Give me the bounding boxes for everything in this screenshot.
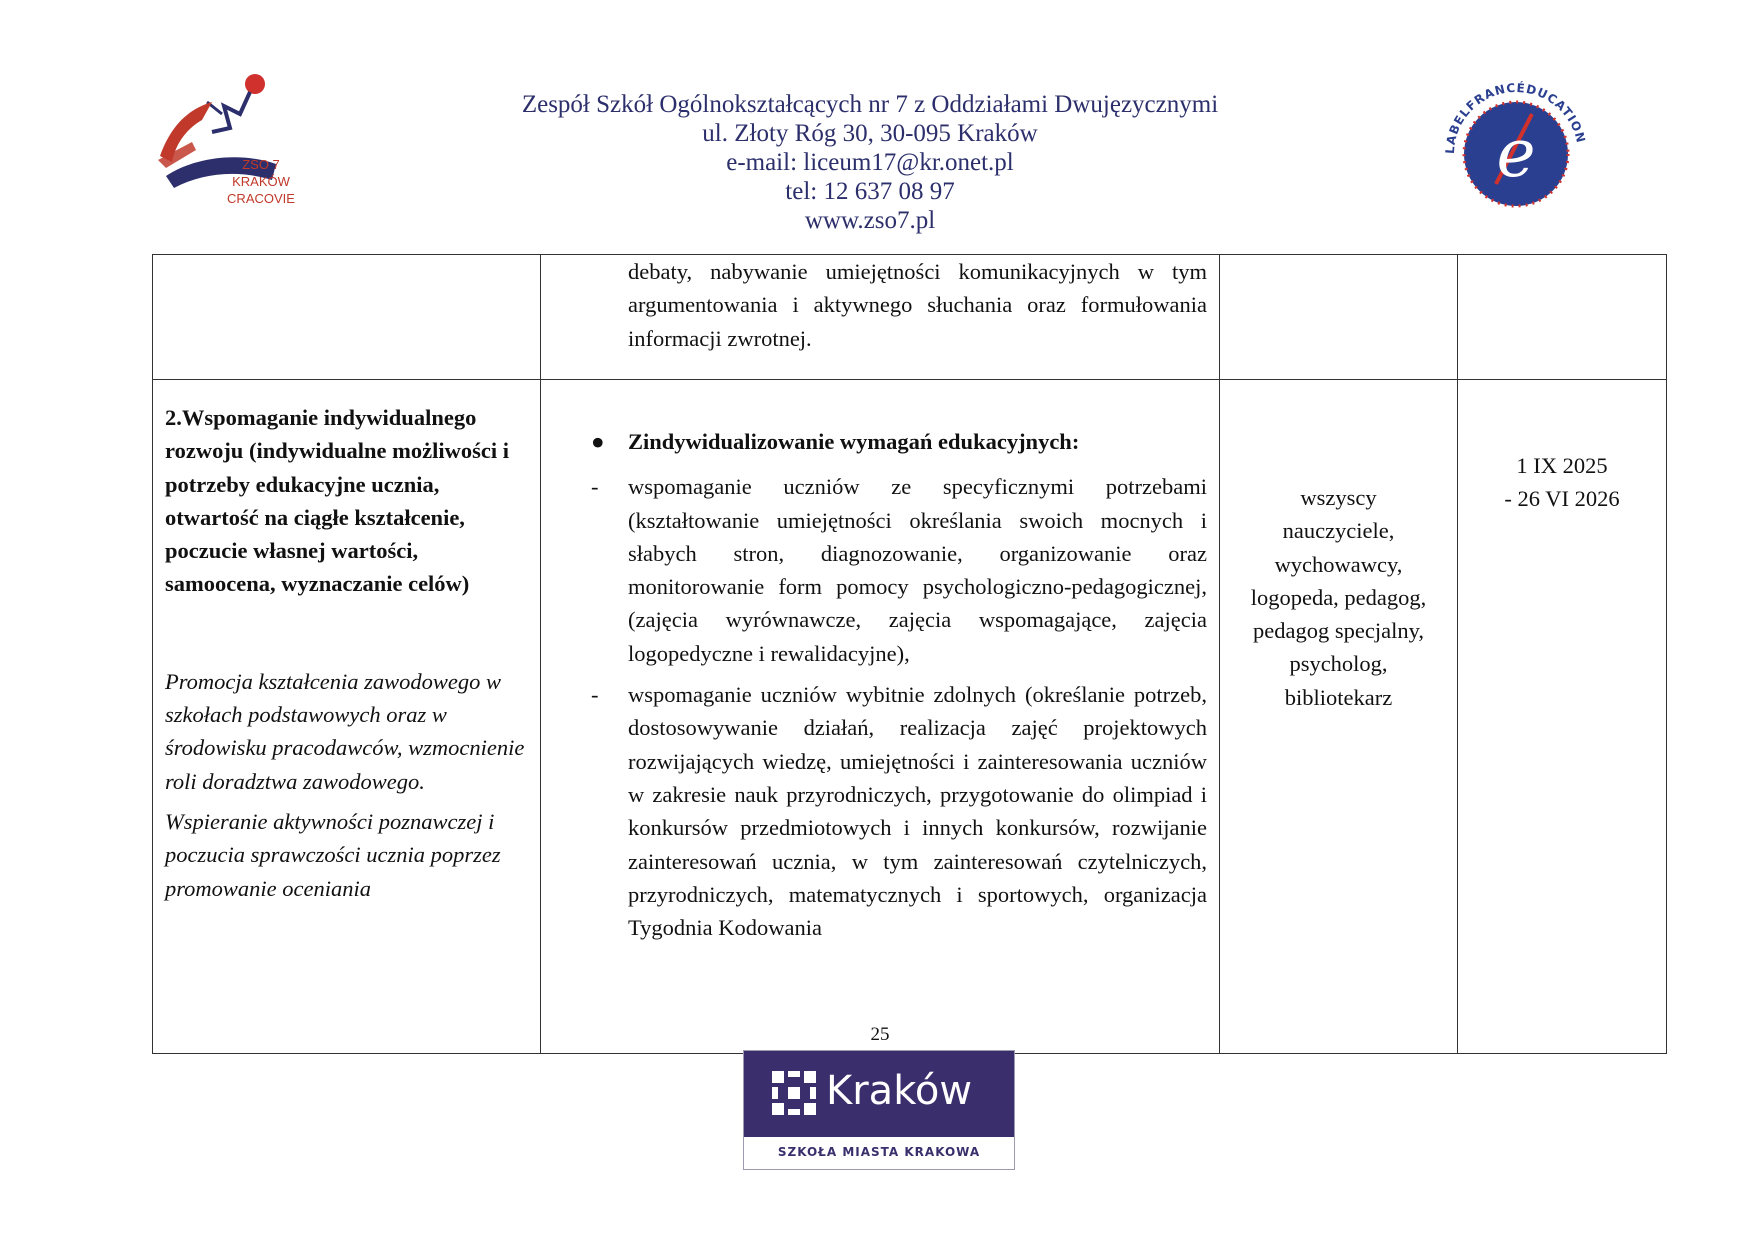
responsible-line: wychowawcy, bbox=[1274, 551, 1403, 577]
school-name: Zespół Szkół Ogólnokształcących nr 7 z Oddziałami Dwujęzycznymi bbox=[521, 91, 1219, 118]
svg-text:e: e bbox=[1496, 115, 1536, 192]
task-note-vocational: Promocja kształcenia zawodowego w szkołach podstawowych oraz w środowisku pracodawców, wzmocnienie roli doradztwa zawodowego. bbox=[165, 668, 525, 794]
deadline-start: 1 IX 2025 bbox=[1516, 453, 1608, 478]
labelfranceducation-seal-icon bbox=[1436, 74, 1596, 234]
school-address bbox=[480, 90, 1260, 235]
table-row bbox=[153, 380, 1667, 1054]
responsible-line: nauczyciele, bbox=[1282, 518, 1395, 544]
list-item bbox=[541, 678, 1207, 944]
continued-text: debaty, nabywanie umiejętności komunikacyjnych w tym argumentowania i aktywnego słuchania oraz formułowania informacji zwrotnej. bbox=[541, 255, 1220, 380]
school-website: www.zso7.pl bbox=[804, 207, 936, 234]
school-phone: tel: 12 637 08 97 bbox=[785, 178, 955, 205]
logo-line-2: KRAKÓW bbox=[232, 174, 290, 189]
zso7-logo bbox=[152, 72, 312, 232]
responsible-line: bibliotekarz bbox=[1284, 684, 1393, 710]
list-item bbox=[541, 470, 1207, 670]
plan-table bbox=[152, 254, 1667, 1054]
deadline-cell-empty bbox=[1458, 255, 1667, 380]
seal-text: LABELFRANCÉDUCATION bbox=[1442, 80, 1589, 155]
responsible-line: wszyscy bbox=[1300, 485, 1377, 510]
table-row bbox=[153, 255, 1667, 380]
task-cell bbox=[153, 380, 541, 1054]
dash-marker: - bbox=[591, 474, 599, 500]
krakow-wordmark: Kraków bbox=[826, 1068, 973, 1114]
zso7-logo-icon bbox=[152, 72, 312, 232]
deadline-cell bbox=[1458, 380, 1667, 1054]
task-note-assessment: Wspieranie aktywności poznawczej i poczucia sprawczości ucznia poprzez promowanie oceniania bbox=[165, 808, 501, 901]
bullet-heading: Zindywidualizowanie wymagań edukacyjnych: bbox=[628, 429, 1080, 454]
labelfranceducation-seal bbox=[1436, 74, 1596, 234]
letterhead bbox=[150, 72, 1596, 254]
deadline-end: - 26 VI 2026 bbox=[1504, 486, 1620, 512]
bullet-marker: ● bbox=[591, 429, 605, 454]
list-item bbox=[541, 425, 1207, 458]
krakow-grid-icon bbox=[772, 1071, 816, 1115]
responsible-line: logopeda, pedagog, bbox=[1250, 584, 1427, 610]
krakow-city-logo bbox=[743, 1050, 1015, 1170]
logo-line-3: CRACOVIE bbox=[227, 191, 295, 206]
dash-item-text: wspomaganie uczniów ze specyficznymi potrzebami (kształtowanie umiejętności określania swoich mocnych i słabych stron, diagnozowanie, organizowanie oraz monitorowanie form pomocy psychologiczno-pedagogicznej, (zajęcia wyrównawcze, zajęcia wspomagające, zajęcia logopedyczne i rewalidacyjne), bbox=[628, 474, 1207, 666]
task-cell-empty bbox=[153, 255, 541, 380]
responsible-line: psycholog, bbox=[1289, 651, 1388, 677]
responsible-cell bbox=[1220, 380, 1458, 1054]
dash-item-text: wspomaganie uczniów wybitnie zdolnych (określanie potrzeb, dostosowywanie działań, realizacja zajęć projektowych rozwijających wiedzę, umiejętności i zainteresowania uczniów w zakresie nauk przyrodniczych, przygotowanie do olimpiad i konkursów przedmiotowych i innych konkursów, rozwijanie zainteresowań ucznia, w tym zainteresowań czytelniczych, przyrodniczych, matematycznych i sportowych, organizacja Tygodnia Kodowania bbox=[628, 682, 1207, 941]
logo-line-1: ZSO 7 bbox=[242, 157, 280, 172]
task-title: 2.Wspomaganie indywidualnego rozwoju (indywidualne możliwości i potrzeby edukacyjne ucznia, otwartość na ciągłe kształcenie, poczucie własnej wartości, samoocena, wyznaczanie celów) bbox=[165, 405, 509, 597]
responsible-cell-empty bbox=[1220, 255, 1458, 380]
school-street: ul. Złoty Róg 30, 30-095 Kraków bbox=[702, 120, 1038, 147]
page-number: 25 bbox=[870, 1024, 890, 1045]
responsible-line: pedagog specjalny, bbox=[1253, 618, 1424, 644]
krakow-subtitle: SZKOŁA MIASTA KRAKOWA bbox=[777, 1145, 981, 1159]
actions-cell bbox=[541, 380, 1220, 1054]
dash-marker: - bbox=[591, 682, 599, 708]
school-email: e-mail: liceum17@kr.onet.pl bbox=[726, 149, 1014, 176]
